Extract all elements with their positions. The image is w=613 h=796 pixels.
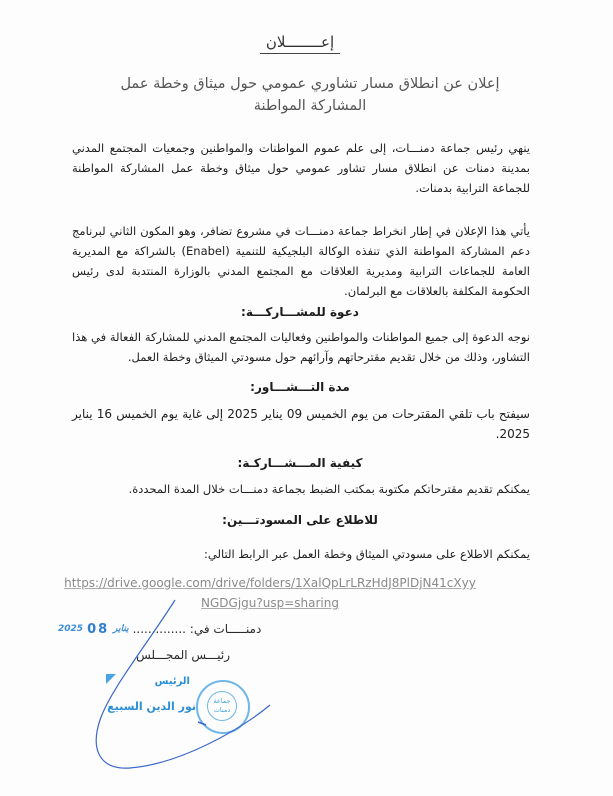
stamp-title: الرئيس [154,676,190,687]
drafts-paragraph: يمكنكم الاطلاع على مسودتي الميثاق وخطة العمل عبر الرابط التالي: [204,547,530,561]
how-paragraph: يمكنكم تقديم مقترحاتكم مكتوبة بمكتب الضبط بجماعة دمنـــات خلال المدة المحددة. [128,482,530,496]
stamp-name: نور الدين السبيع [107,700,196,713]
council-president-label: رئيـــس المجـــلس [136,648,230,662]
seal-inner [207,691,237,721]
place-date-label: دمنـــــات في: .............. [132,622,262,636]
seal-line-2: دمنات [213,706,231,714]
document-subtitle [70,73,550,117]
intro-paragraph: ينهي رئيس جماعة دمنـــات، إلى علم عموم المواطنات والمواطنين وجمعيات المجتمع المدني بمدينة دمنات عن انطلاق مسار تشاور عمومي حول ميثاق وخطة عمل المشاركة المواطنة للجماعة الترابية بدمنات. [72,141,530,195]
date-stamp-day: 08 [87,621,110,637]
duration-paragraph: سيفتح باب تلقي المقترحات من يوم الخميس 09 يناير 2025 إلى غاية يوم الخميس 16 يناير 2025. [72,407,530,441]
drafts-link[interactable]: https://drive.google.com/drive/folders/1XalQpLrLRzHdJ8PlDjN41cXyyNGDGjgu?usp=sharing [64,576,476,610]
document-title: إعــــــــلان [200,33,400,51]
how-heading: كيفية المـــشـــاركـة: [237,456,363,470]
invitation-heading: دعوة للمشـــاركـــة: [241,305,359,319]
date-stamp-month: يناير [113,624,129,634]
drafts-heading: للاطلاع على المسودتـــين: [222,513,378,527]
duration-heading: مدة التـــشـــاور: [250,380,350,394]
seal-line-1: جماعة [213,697,231,705]
official-seal-icon [196,680,250,734]
date-stamp-year: 2025 [58,624,84,634]
invitation-paragraph: نوجه الدعوة إلى جميع المواطنات والمواطنين وفعاليات المجتمع المدني للمشاركة الفعالة في هذا التشاور، وذلك من خلال تقديم مقترحاتهم وآرائهم حول مسودتي الميثاق وخطة العمل. [72,330,530,364]
place-date-line [58,618,262,640]
context-paragraph: يأتي هذا الإعلان في إطار انخراط جماعة دمنـــات في مشروع تضافر، وهو المكون الثاني لبرنامج دعم المشاركة المواطنة الذي تنفذه الوكالة البلجيكية للتنمية (Enabel) بالشراكة مع المديرية العامة للجماعات الترابية ومديرية العلاقات مع المجتمع المدني بالوزارة المنتدبة لدى رئيس الحكومة المكلفة بالعلاقات مع البرلمان. [72,224,530,298]
subtitle-line-1: إعلان عن انطلاق مسار تشاوري عمومي حول ميثاق وخطة عمل [120,76,500,92]
subtitle-line-2: المشاركة المواطنة [253,98,367,114]
